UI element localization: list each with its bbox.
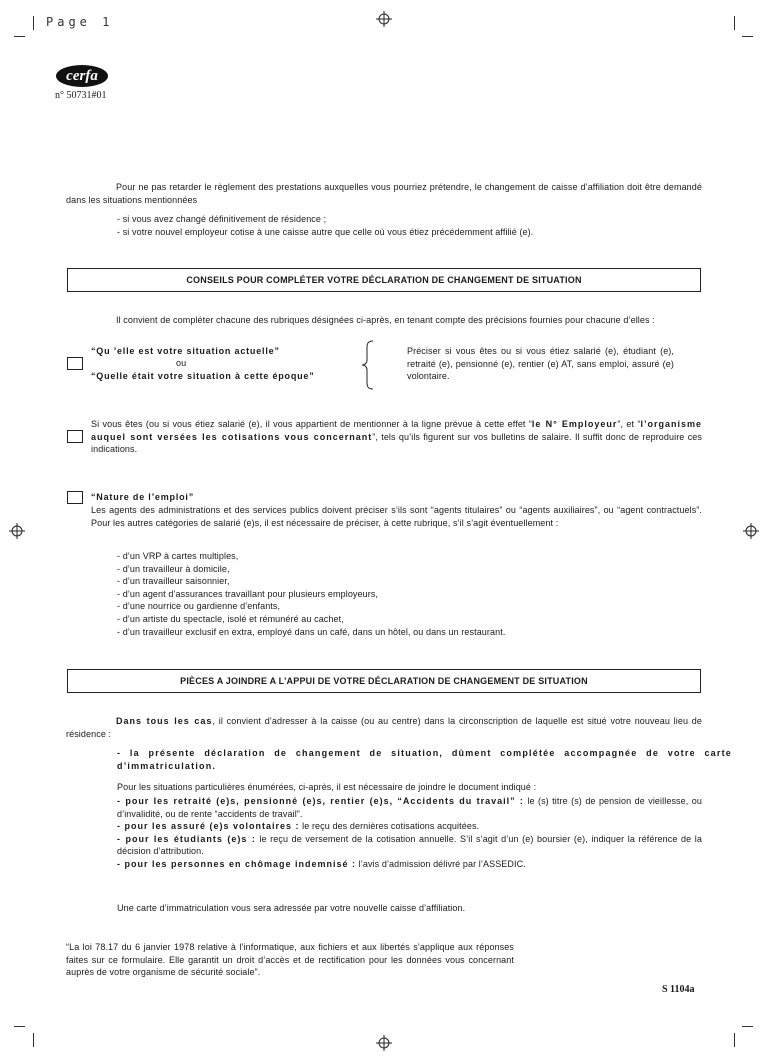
page-label: Page 1	[46, 15, 114, 29]
list-item: - pour les personnes en chômage indemnisé : l’avis d’admission délivré par l’ASSEDIC.	[117, 858, 526, 869]
list-item: - d’un travailleur à domicile,	[117, 563, 230, 574]
cerfa-logo: cerfa	[56, 65, 108, 87]
intro-list	[117, 213, 702, 238]
checkbox-situation[interactable]	[67, 357, 83, 370]
section-title-conseils: CONSEILS POUR COMPLÉTER VOTRE DÉCLARATION DE CHANGEMENT DE SITUATION	[67, 268, 701, 292]
crop-mark	[734, 16, 735, 30]
main-document-item: - la présente déclaration de changement de situation, dûment complétée accompagnée de votre carte d’immatriculation.	[117, 748, 732, 771]
registration-mark-icon	[9, 523, 25, 539]
label-ou: ou	[176, 358, 187, 368]
legal-notice: “La loi 78.17 du 6 janvier 1978 relative à l’informatique, aux fichiers et aux libertés s’applique aux réponses faites sur ce formulaire. Elle garantit un droit d’accès et de rectification pour les données vous concernant auprès de votre organisme de sécurité sociale”.	[66, 942, 514, 978]
intro-item: - si votre nouvel employeur cotise à une caisse autre que celle où vous étiez précédemment affilié (e).	[117, 226, 534, 237]
crop-mark	[742, 36, 753, 37]
crop-mark	[14, 1026, 25, 1027]
emploi-list	[117, 550, 702, 638]
bold-tous-les-cas: Dans tous les cas	[116, 716, 213, 726]
crop-mark	[33, 16, 34, 30]
registration-mark-icon	[743, 523, 759, 539]
registration-mark-icon	[376, 1035, 392, 1051]
form-number: n° 50731#01	[55, 90, 107, 101]
checkbox-employeur[interactable]	[67, 430, 83, 443]
advice-situation: Préciser si vous êtes ou si vous étiez salarié (e), étudiant (e), retraité (e), pensionné (e), rentier (e) AT, sans emploi, assuré (e) volontaire.	[407, 346, 674, 382]
list-item: - d’une nourrice ou gardienne d’enfants,	[117, 601, 281, 612]
list-item: - d’un travailleur saisonnier,	[117, 576, 230, 587]
bold-n-employeur: le N° Employeur	[531, 419, 618, 429]
list-item: - pour les assuré (e)s volontaires : le reçu des dernières cotisations acquitées.	[117, 821, 480, 832]
cases-list	[117, 795, 702, 871]
label-situation-actuelle: “Qu ’elle est votre situation actuelle”	[91, 346, 280, 356]
crop-mark	[33, 1033, 34, 1047]
bold-organisme: l’organisme auquel sont versées les cotisations vous concernant	[91, 419, 703, 442]
list-item: - d’un agent d’assurances travaillant pour plusieurs employeurs,	[117, 588, 379, 599]
list-item: - d’un travailleur exclusif en extra, employé dans un café, dans un hôtel, ou dans un restaurant.	[117, 626, 506, 637]
registration-mark-icon	[376, 11, 392, 27]
particular-intro: Pour les situations particulières énumérées, ci-après, il est nécessaire de joindre le document indiqué :	[117, 782, 537, 792]
nature-emploi-title: “Nature de l’emploi”	[91, 492, 195, 502]
intro-item: - si vous avez changé définitivement de résidence ;	[117, 214, 327, 224]
brace-icon	[360, 340, 376, 390]
list-item: - pour les retraité (e)s, pensionné (e)s, rentier (e)s, “Accidents du travail” : le (s) titre (s) de pension de vieillesse, ou d’invalidité, ou de rente “accidents de travail”.	[117, 796, 702, 819]
section-title-pieces: PIÈCES A JOINDRE A L’APPUI DE VOTRE DÉCLARATION DE CHANGEMENT DE SITUATION	[67, 669, 701, 693]
label-situation-epoque: “Quelle était votre situation à cette époque”	[91, 371, 315, 381]
list-item: - d’un artiste du spectacle, isolé et rémunéré au cachet,	[117, 613, 344, 624]
employeur-paragraph: Si vous êtes (ou si vous étiez salarié (e), il vous appartient de mentionner à la ligne prévue à cette effet “le N° Employeur”, et “l’organisme auquel sont versées les cotisations vous concernant”, tels qu’ils figurent sur vos bulletins de salaire. Il suffit donc de reproduire ces indications.	[91, 419, 703, 455]
list-item: - d’un VRP à cartes multiples,	[117, 551, 239, 561]
form-code: S 1104a	[662, 984, 695, 995]
nature-emploi-text: Les agents des administrations et des services publics doivent préciser s’ils sont “agents titulaires” ou “agents auxiliaires”, ou “agent contractuels”. Pour les autres catégories de salarié (e)s, il est nécessaire de préciser, à cette rubrique, s’il s’agit éventuellement :	[91, 505, 702, 528]
crop-mark	[14, 36, 25, 37]
card-note: Une carte d’immatriculation vous sera adressée par votre nouvelle caisse d’affiliation.	[117, 903, 466, 913]
section1-intro: Il convient de compléter chacune des rubriques désignées ci-après, en tenant compte des précisions fournies pour chacune d’elles :	[116, 315, 655, 325]
intro-paragraph: Pour ne pas retarder le règlement des prestations auxquelles vous pourriez prétendre, le changement de caisse d’affiliation doit être demandé dans les situations mentionnées	[66, 182, 702, 205]
list-item: - pour les étudiants (e)s : le reçu de versement de la cotisation annuelle. S’il s’agit d’un (e) boursier (e), indiquer la référence de la décision d’attribution.	[117, 833, 702, 857]
section2-lead: Dans tous les cas, il convient d’adresser à la caisse (ou au centre) dans la circonscription de laquelle est situé votre nouveau lieu de résidence :	[66, 716, 702, 739]
checkbox-nature-emploi[interactable]	[67, 491, 83, 504]
crop-mark	[742, 1026, 753, 1027]
crop-mark	[734, 1033, 735, 1047]
